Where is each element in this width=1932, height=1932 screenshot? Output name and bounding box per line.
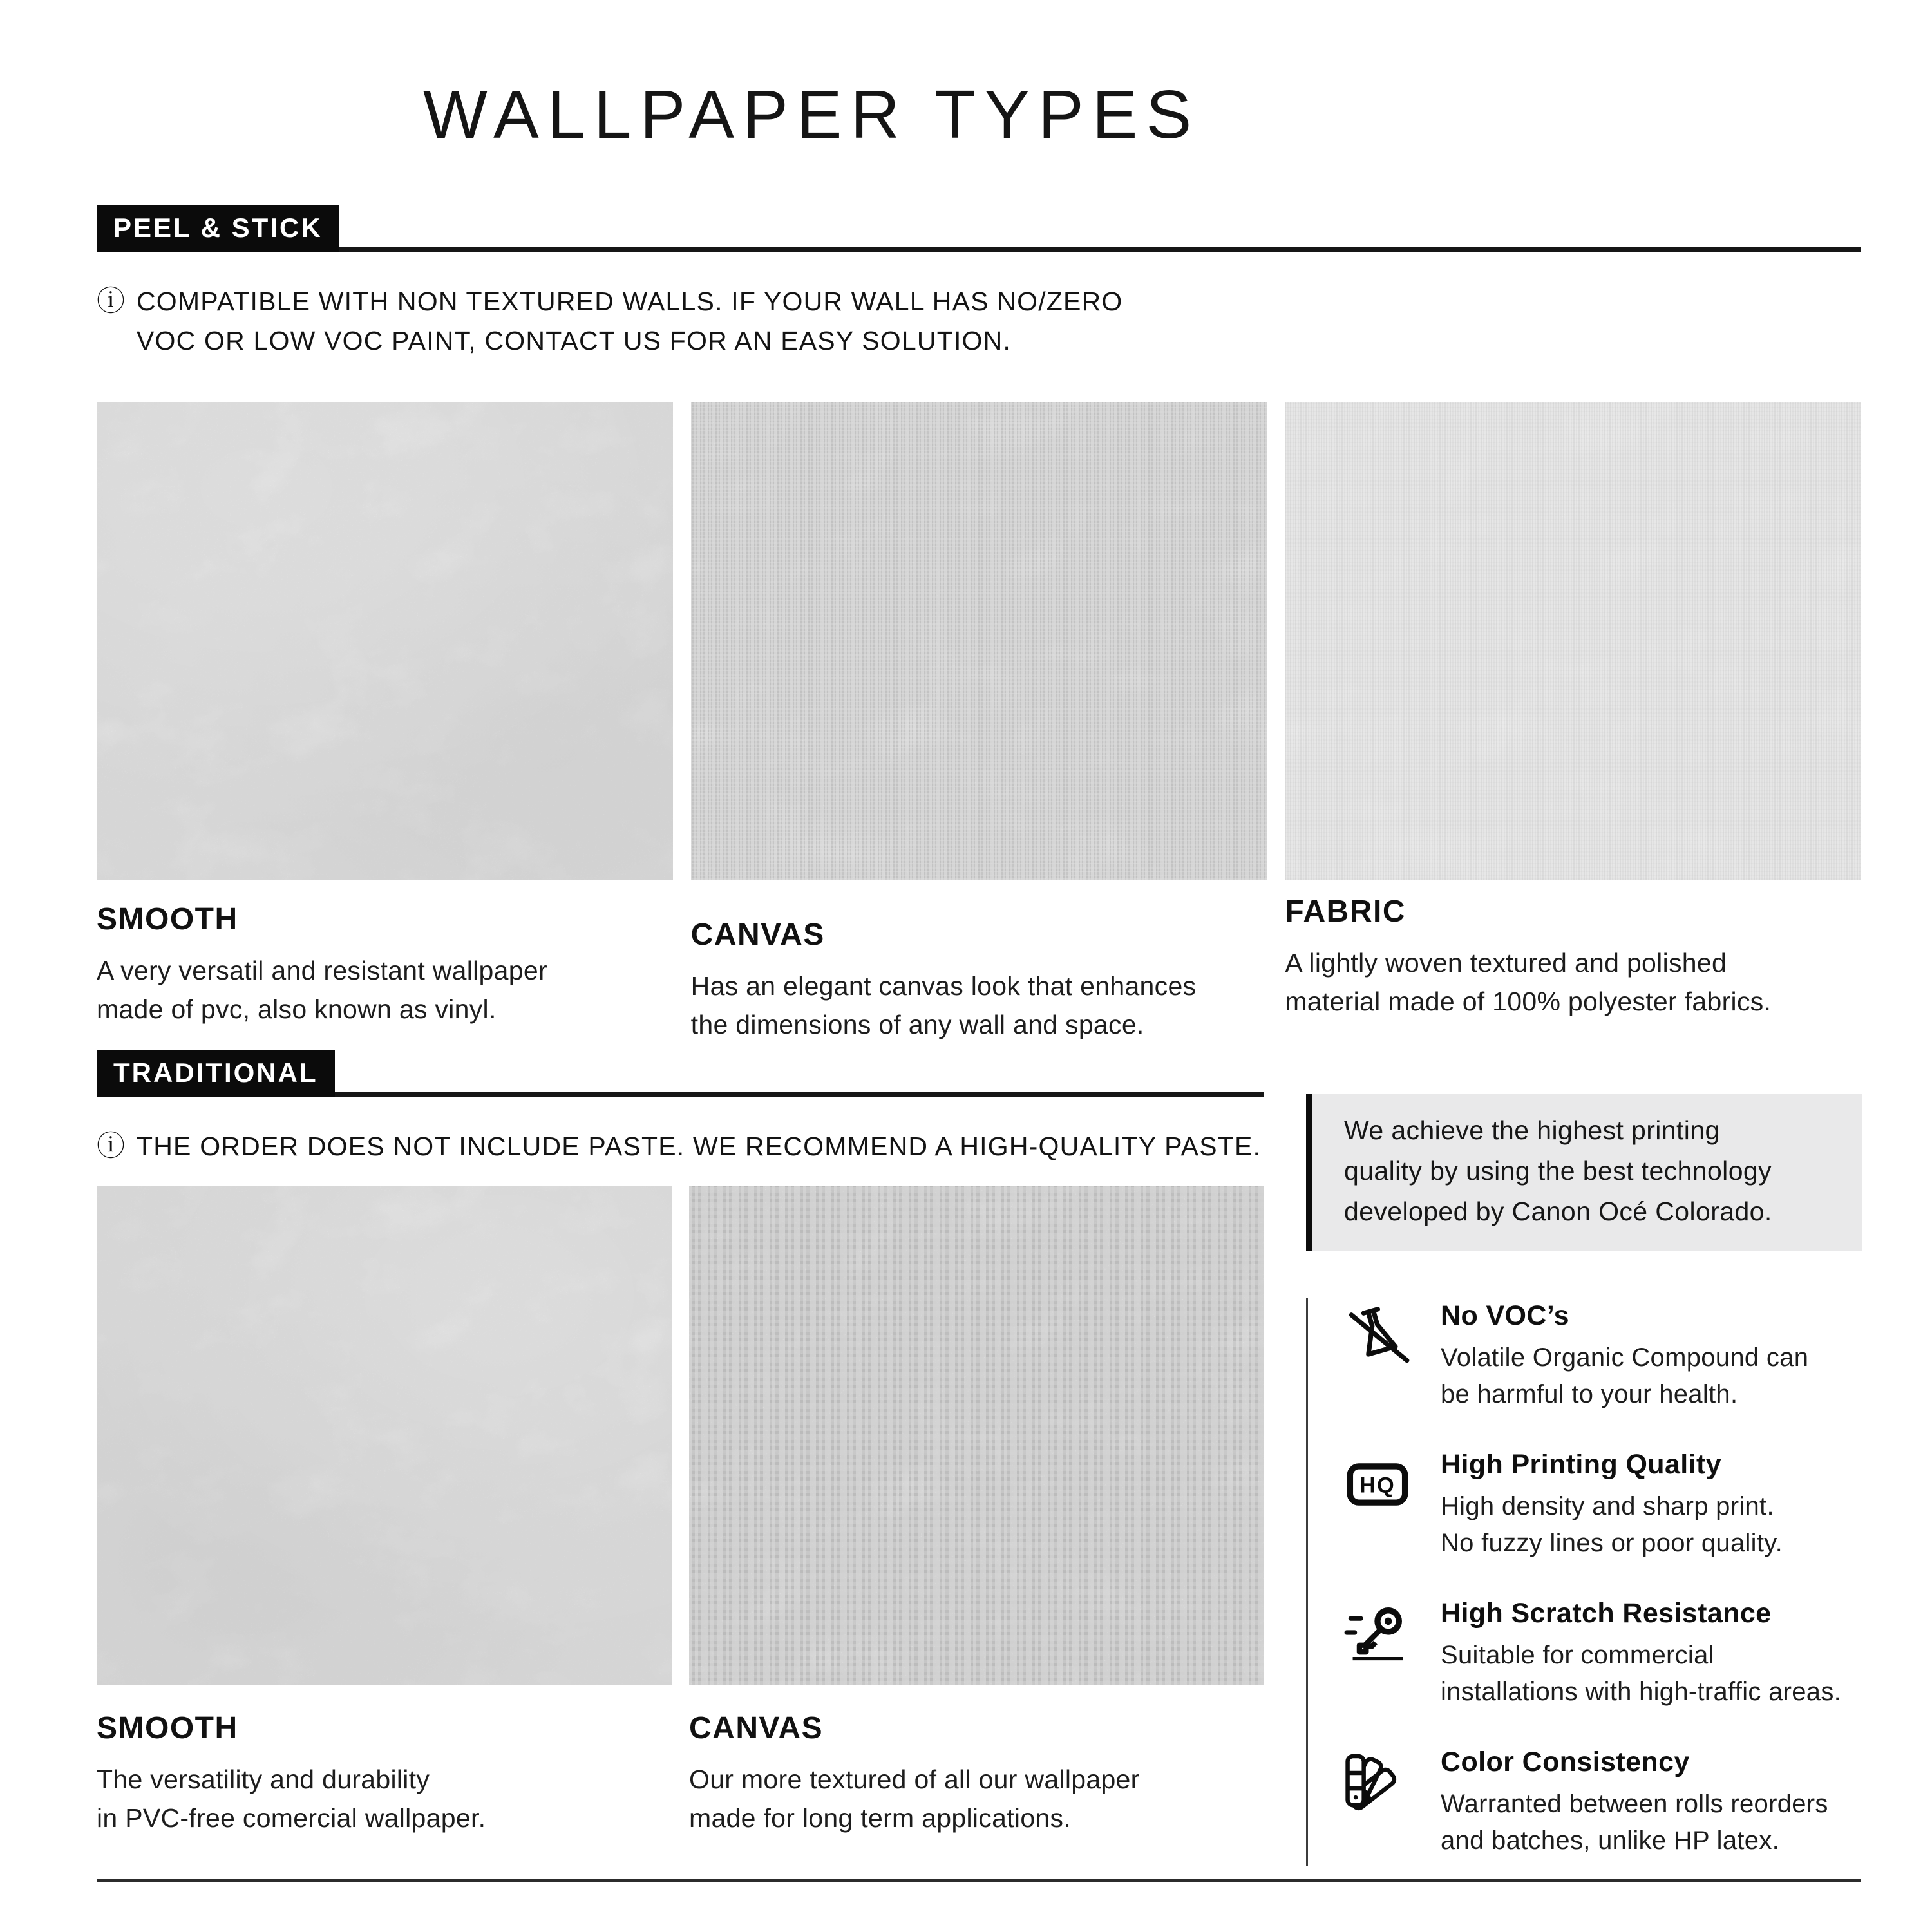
peel-info-line1: COMPATIBLE WITH NON TEXTURED WALLS. IF YOUR WALL HAS NO/ZERO bbox=[137, 287, 1123, 316]
traditional-swatch-grid bbox=[97, 1186, 1264, 1837]
feature-list bbox=[1306, 1298, 1862, 1866]
peel-swatch-canvas bbox=[691, 402, 1267, 1044]
section-traditional bbox=[97, 1050, 1264, 1837]
feature-description bbox=[1441, 1786, 1828, 1859]
desc-line: No fuzzy lines or poor quality. bbox=[1441, 1529, 1783, 1557]
traditional-section-badge: TRADITIONAL bbox=[97, 1050, 335, 1097]
smooth-vinyl-texture-image bbox=[97, 402, 673, 880]
texture-noise-overlay bbox=[689, 1186, 1264, 1685]
peel-info-note bbox=[97, 282, 1861, 361]
feature-title: Color Consistency bbox=[1441, 1747, 1690, 1777]
swatch-description bbox=[97, 951, 673, 1028]
texture-noise-overlay bbox=[97, 1186, 672, 1685]
traditional-swatch-smooth bbox=[97, 1186, 672, 1837]
desc-line: Suitable for commercial bbox=[1441, 1641, 1714, 1669]
fine-canvas-weave-texture-image bbox=[691, 402, 1267, 880]
texture-noise-overlay bbox=[97, 402, 673, 880]
texture-noise-overlay bbox=[1285, 402, 1861, 880]
traditional-canvas-caption bbox=[689, 1710, 1264, 1837]
page-title: WALLPAPER TYPES bbox=[422, 77, 1200, 153]
feature-color-consistency bbox=[1344, 1747, 1862, 1859]
no-voc-flask-icon bbox=[1344, 1302, 1411, 1368]
swatch-name: CANVAS bbox=[690, 918, 825, 952]
traditional-swatch-canvas bbox=[689, 1186, 1264, 1837]
desc-line: in PVC-free comercial wallpaper. bbox=[97, 1803, 486, 1833]
desc-line: Warranted between rolls reorders bbox=[1441, 1790, 1828, 1818]
traditional-info-line1: THE ORDER DOES NOT INCLUDE PASTE. WE RECOMMEND A HIGH-QUALITY PASTE. bbox=[137, 1132, 1262, 1161]
peel-canvas-caption bbox=[691, 917, 1267, 1044]
section-peel-and-stick bbox=[97, 205, 1861, 1044]
desc-line: made of pvc, also known as vinyl. bbox=[97, 994, 497, 1024]
feature-text bbox=[1441, 1449, 1783, 1562]
feature-high-printing-quality bbox=[1344, 1449, 1862, 1562]
feature-title: No VOC’s bbox=[1441, 1300, 1569, 1331]
feature-description bbox=[1441, 1488, 1783, 1562]
swatch-name: FABRIC bbox=[1285, 895, 1406, 929]
feature-no-vocs bbox=[1344, 1300, 1862, 1413]
desc-line: made for long term applications. bbox=[689, 1803, 1072, 1833]
desc-line: Has an elegant canvas look that enhances bbox=[690, 971, 1197, 1001]
swatch-name: SMOOTH bbox=[97, 1711, 238, 1745]
svg-text:HQ: HQ bbox=[1359, 1473, 1396, 1498]
quote-line: quality by using the best technology bbox=[1344, 1156, 1772, 1186]
coarse-canvas-weave-texture-image bbox=[689, 1186, 1264, 1685]
traditional-section-rule bbox=[335, 1092, 1264, 1097]
peel-fabric-caption bbox=[1285, 894, 1861, 1021]
swatch-name: SMOOTH bbox=[97, 902, 238, 936]
hq-badge-icon bbox=[1344, 1450, 1411, 1517]
quote-line: developed by Canon Océ Colorado. bbox=[1344, 1197, 1772, 1226]
desc-line: A very versatil and resistant wallpaper bbox=[97, 956, 547, 985]
desc-line: Volatile Organic Compound can bbox=[1441, 1343, 1809, 1372]
desc-line: A lightly woven textured and polished bbox=[1285, 948, 1727, 978]
desc-line: material made of 100% polyester fabrics. bbox=[1285, 987, 1772, 1016]
feature-description bbox=[1441, 1637, 1841, 1710]
color-swatches-icon bbox=[1344, 1748, 1411, 1815]
peel-section-rule bbox=[339, 247, 1861, 252]
info-icon: ⓘ bbox=[97, 285, 125, 317]
light-woven-fabric-texture-image bbox=[1285, 402, 1861, 880]
desc-line: the dimensions of any wall and space. bbox=[690, 1010, 1144, 1039]
swatch-description bbox=[97, 1760, 672, 1837]
feature-text bbox=[1441, 1300, 1808, 1413]
desc-line: The versatility and durability bbox=[97, 1765, 430, 1794]
info-icon: ⓘ bbox=[97, 1130, 125, 1162]
bottom-divider bbox=[97, 1879, 1861, 1882]
smooth-commercial-texture-image bbox=[97, 1186, 672, 1685]
peel-info-text bbox=[137, 282, 1122, 361]
feature-text bbox=[1441, 1747, 1828, 1859]
desc-line: High density and sharp print. bbox=[1441, 1492, 1774, 1520]
peel-section-badge: PEEL & STICK bbox=[97, 205, 339, 252]
peel-swatch-grid bbox=[97, 402, 1861, 1044]
desc-line: be harmful to your health. bbox=[1441, 1380, 1738, 1408]
scratch-key-icon bbox=[1344, 1599, 1411, 1666]
feature-title: High Printing Quality bbox=[1441, 1449, 1722, 1480]
feature-high-scratch-resistance bbox=[1344, 1598, 1862, 1710]
feature-description bbox=[1441, 1340, 1808, 1413]
feature-text bbox=[1441, 1598, 1841, 1710]
aside-quality-column bbox=[1306, 1094, 1862, 1866]
quote-line: We achieve the highest printing bbox=[1344, 1115, 1720, 1145]
peel-smooth-caption bbox=[97, 902, 673, 1028]
desc-line: installations with high-traffic areas. bbox=[1441, 1678, 1842, 1706]
feature-title: High Scratch Resistance bbox=[1441, 1598, 1772, 1629]
peel-swatch-fabric bbox=[1285, 402, 1861, 1044]
peel-swatch-smooth bbox=[97, 402, 673, 1044]
traditional-info-note bbox=[97, 1127, 1264, 1166]
quote-box bbox=[1312, 1094, 1862, 1251]
traditional-info-text bbox=[137, 1127, 1261, 1166]
texture-noise-overlay bbox=[691, 402, 1267, 880]
peel-info-line2: VOC OR LOW VOC PAINT, CONTACT US FOR AN EASY SOLUTION. bbox=[137, 326, 1012, 355]
swatch-description bbox=[1285, 943, 1861, 1021]
traditional-badge-row bbox=[97, 1050, 1264, 1097]
swatch-description bbox=[691, 967, 1267, 1044]
peel-badge-row bbox=[97, 205, 1861, 252]
swatch-name: CANVAS bbox=[689, 1711, 824, 1745]
desc-line: Our more textured of all our wallpaper bbox=[689, 1765, 1140, 1794]
header bbox=[0, 76, 1623, 154]
swatch-description bbox=[689, 1760, 1264, 1837]
desc-line: and batches, unlike HP latex. bbox=[1441, 1826, 1780, 1855]
traditional-smooth-caption bbox=[97, 1710, 672, 1837]
printing-quality-quote bbox=[1306, 1094, 1862, 1251]
quote-accent-bar bbox=[1306, 1094, 1312, 1251]
